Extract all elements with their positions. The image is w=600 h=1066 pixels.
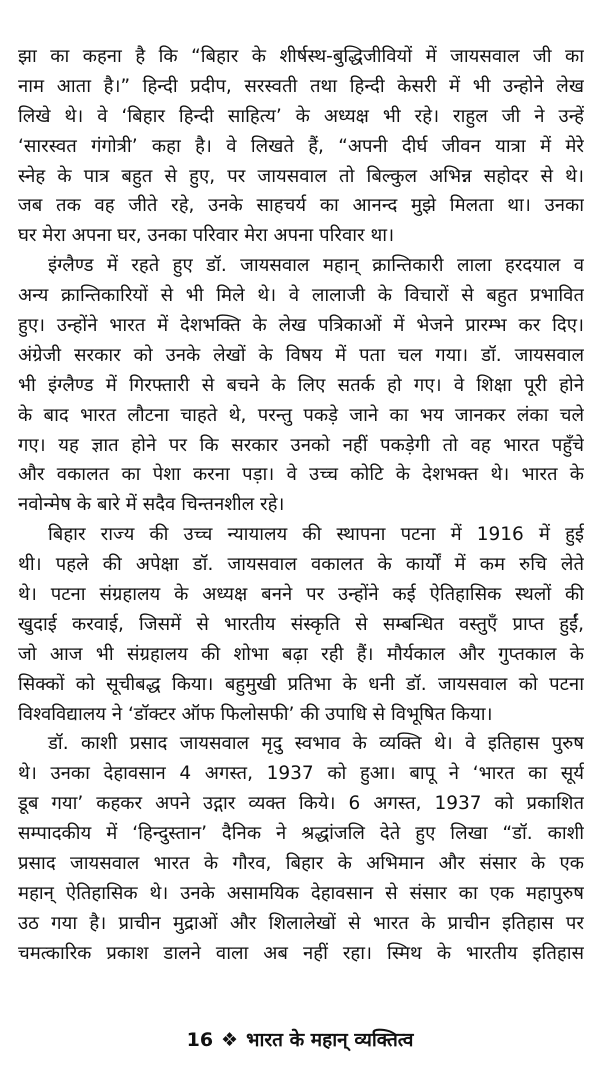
paragraph <box>18 251 584 520</box>
text-line: और वकालत का पेशा करना पड़ा। वे उच्च कोटि के देशभक्त थे। भारत के <box>18 464 584 486</box>
text-line: थे। पटना संग्रहालय के अध्यक्ष बनने पर उन्होंने कई ऐतिहासिक स्थलों की <box>18 584 584 606</box>
text-line: जो आज भी संग्रहालय की शोभा बढ़ा रही हैं। मौर्यकाल और गुप्तकाल के <box>18 643 584 665</box>
text-line: नाम आता है।” हिन्दी प्रदीप, सरस्वती तथा हिन्दी केसरी में भी उन्होने लेख <box>18 75 584 97</box>
text-line: बिहार राज्य की उच्च न्यायालय की स्थापना पटना में 1916 में हुई <box>48 524 584 546</box>
text-line: प्रसाद जायसवाल भारत के गौरव, बिहार के अभिमान और संसार के एक <box>18 853 584 875</box>
text-line: थे। उनका देहावसान 4 अगस्त, 1937 को हुआ। बापू ने ‘भारत का सूर्य <box>18 763 584 785</box>
paragraph <box>18 520 584 729</box>
text-line: भी इंग्लैण्ड में गिरफ्तारी से बचने के लिए सतर्क हो गए। वे शिक्षा पूरी होने <box>18 374 584 396</box>
text-line: गए। यह ज्ञात होने पर कि सरकार उनको नहीं पकड़ेगी तो वह भारत पहुँचे <box>18 434 584 456</box>
text-line: लिखे थे। वे ‘बिहार हिन्दी साहित्य’ के अध्यक्ष भी रहे। राहुल जी ने उन्हें <box>18 105 584 127</box>
separator-icon: ❖ <box>221 1029 239 1051</box>
text-line: अंग्रेजी सरकार को उनके लेखों के विषय में पता चल गया। डॉ. जायसवाल <box>18 344 584 366</box>
page-body <box>18 42 584 969</box>
paragraph <box>18 42 584 251</box>
text-line: झा का कहना है कि “बिहार के शीर्षस्थ-बुद्धिजीवियों में जायसवाल जी का <box>18 46 584 67</box>
paragraph <box>18 729 584 968</box>
text-line: सम्पादकीय में ‘हिन्दुस्तान’ दैनिक ने श्रद्धांजलि देते हुए लिखा “डॉ. काशी <box>18 823 584 845</box>
text-line: विश्वविद्यालय ने ‘डॉक्टर ऑफ फिलोसफी’ की उपाधि से विभूषित किया। <box>18 703 493 725</box>
text-line: डॉ. काशी प्रसाद जायसवाल मृदु स्वभाव के व्यक्ति थे। वे इतिहास पुरुष <box>48 733 584 755</box>
text-line: घर मेरा अपना घर, उनका परिवार मेरा अपना परिवार था। <box>18 225 395 247</box>
text-line: इंग्लैण्ड में रहते हुए डॉ. जायसवाल महान् क्रान्तिकारी लाला हरदयाल व <box>48 255 584 277</box>
text-line: हुए। उन्होंने भारत में देशभक्ति के लेख पत्रिकाओं में भेजने प्रारम्भ कर दिए। <box>18 315 584 337</box>
text-line: सिक्कों को सूचीबद्ध किया। बहुमुखी प्रतिभा के धनी डॉ. जायसवाल को पटना <box>18 673 584 695</box>
book-title: भारत के महान् व्यक्तित्व <box>246 1029 414 1051</box>
text-line: महान् ऐतिहासिक थे। उनके असामयिक देहावसान से संसार का एक महापुरुष <box>18 882 584 904</box>
text-line: अन्य क्रान्तिकारियों से भी मिले थे। वे लालाजी के विचारों से बहुत प्रभावित <box>18 285 584 307</box>
text-line: नवोन्मेष के बारे में सदैव चिन्तनशील रहे। <box>18 494 285 516</box>
text-line: थी। पहले की अपेक्षा डॉ. जायसवाल वकालत के कार्यों में कम रुचि लेते <box>18 554 584 576</box>
text-line: ‘सारस्वत गंगोत्री’ कहा है। वे लिखते हैं, “अपनी दीर्घ जीवन यात्रा में मेरे <box>18 135 584 157</box>
page-number: 16 <box>186 1029 214 1051</box>
page-footer <box>0 1026 600 1052</box>
text-line: उठ गया है। प्राचीन मुद्राओं और शिलालेखों से भारत के प्राचीन इतिहास पर <box>18 912 584 934</box>
text-line: के बाद भारत लौटना चाहते थे, परन्तु पकड़े जाने का भय जानकर लंका चले <box>18 404 584 426</box>
text-line: खुदाई करवाई, जिसमें से भारतीय संस्कृति से सम्बन्धित वस्तुएँ प्राप्त हुईं, <box>18 613 584 635</box>
text-line: स्नेह के पात्र बहुत से हुए, पर जायसवाल तो बिल्कुल अभिन्न सहोदर से थे। <box>18 165 584 187</box>
text-line: डूब गया’ कहकर अपने उद्गार व्यक्त किये। 6 अगस्त, 1937 को प्रकाशित <box>18 793 584 815</box>
text-line: जब तक वह जीते रहे, उनके साहचर्य का आनन्द मुझे मिलता था। उनका <box>18 195 584 217</box>
text-line: चमत्कारिक प्रकाश डालने वाला अब नहीं रहा। स्मिथ के भारतीय इतिहास <box>18 942 584 964</box>
